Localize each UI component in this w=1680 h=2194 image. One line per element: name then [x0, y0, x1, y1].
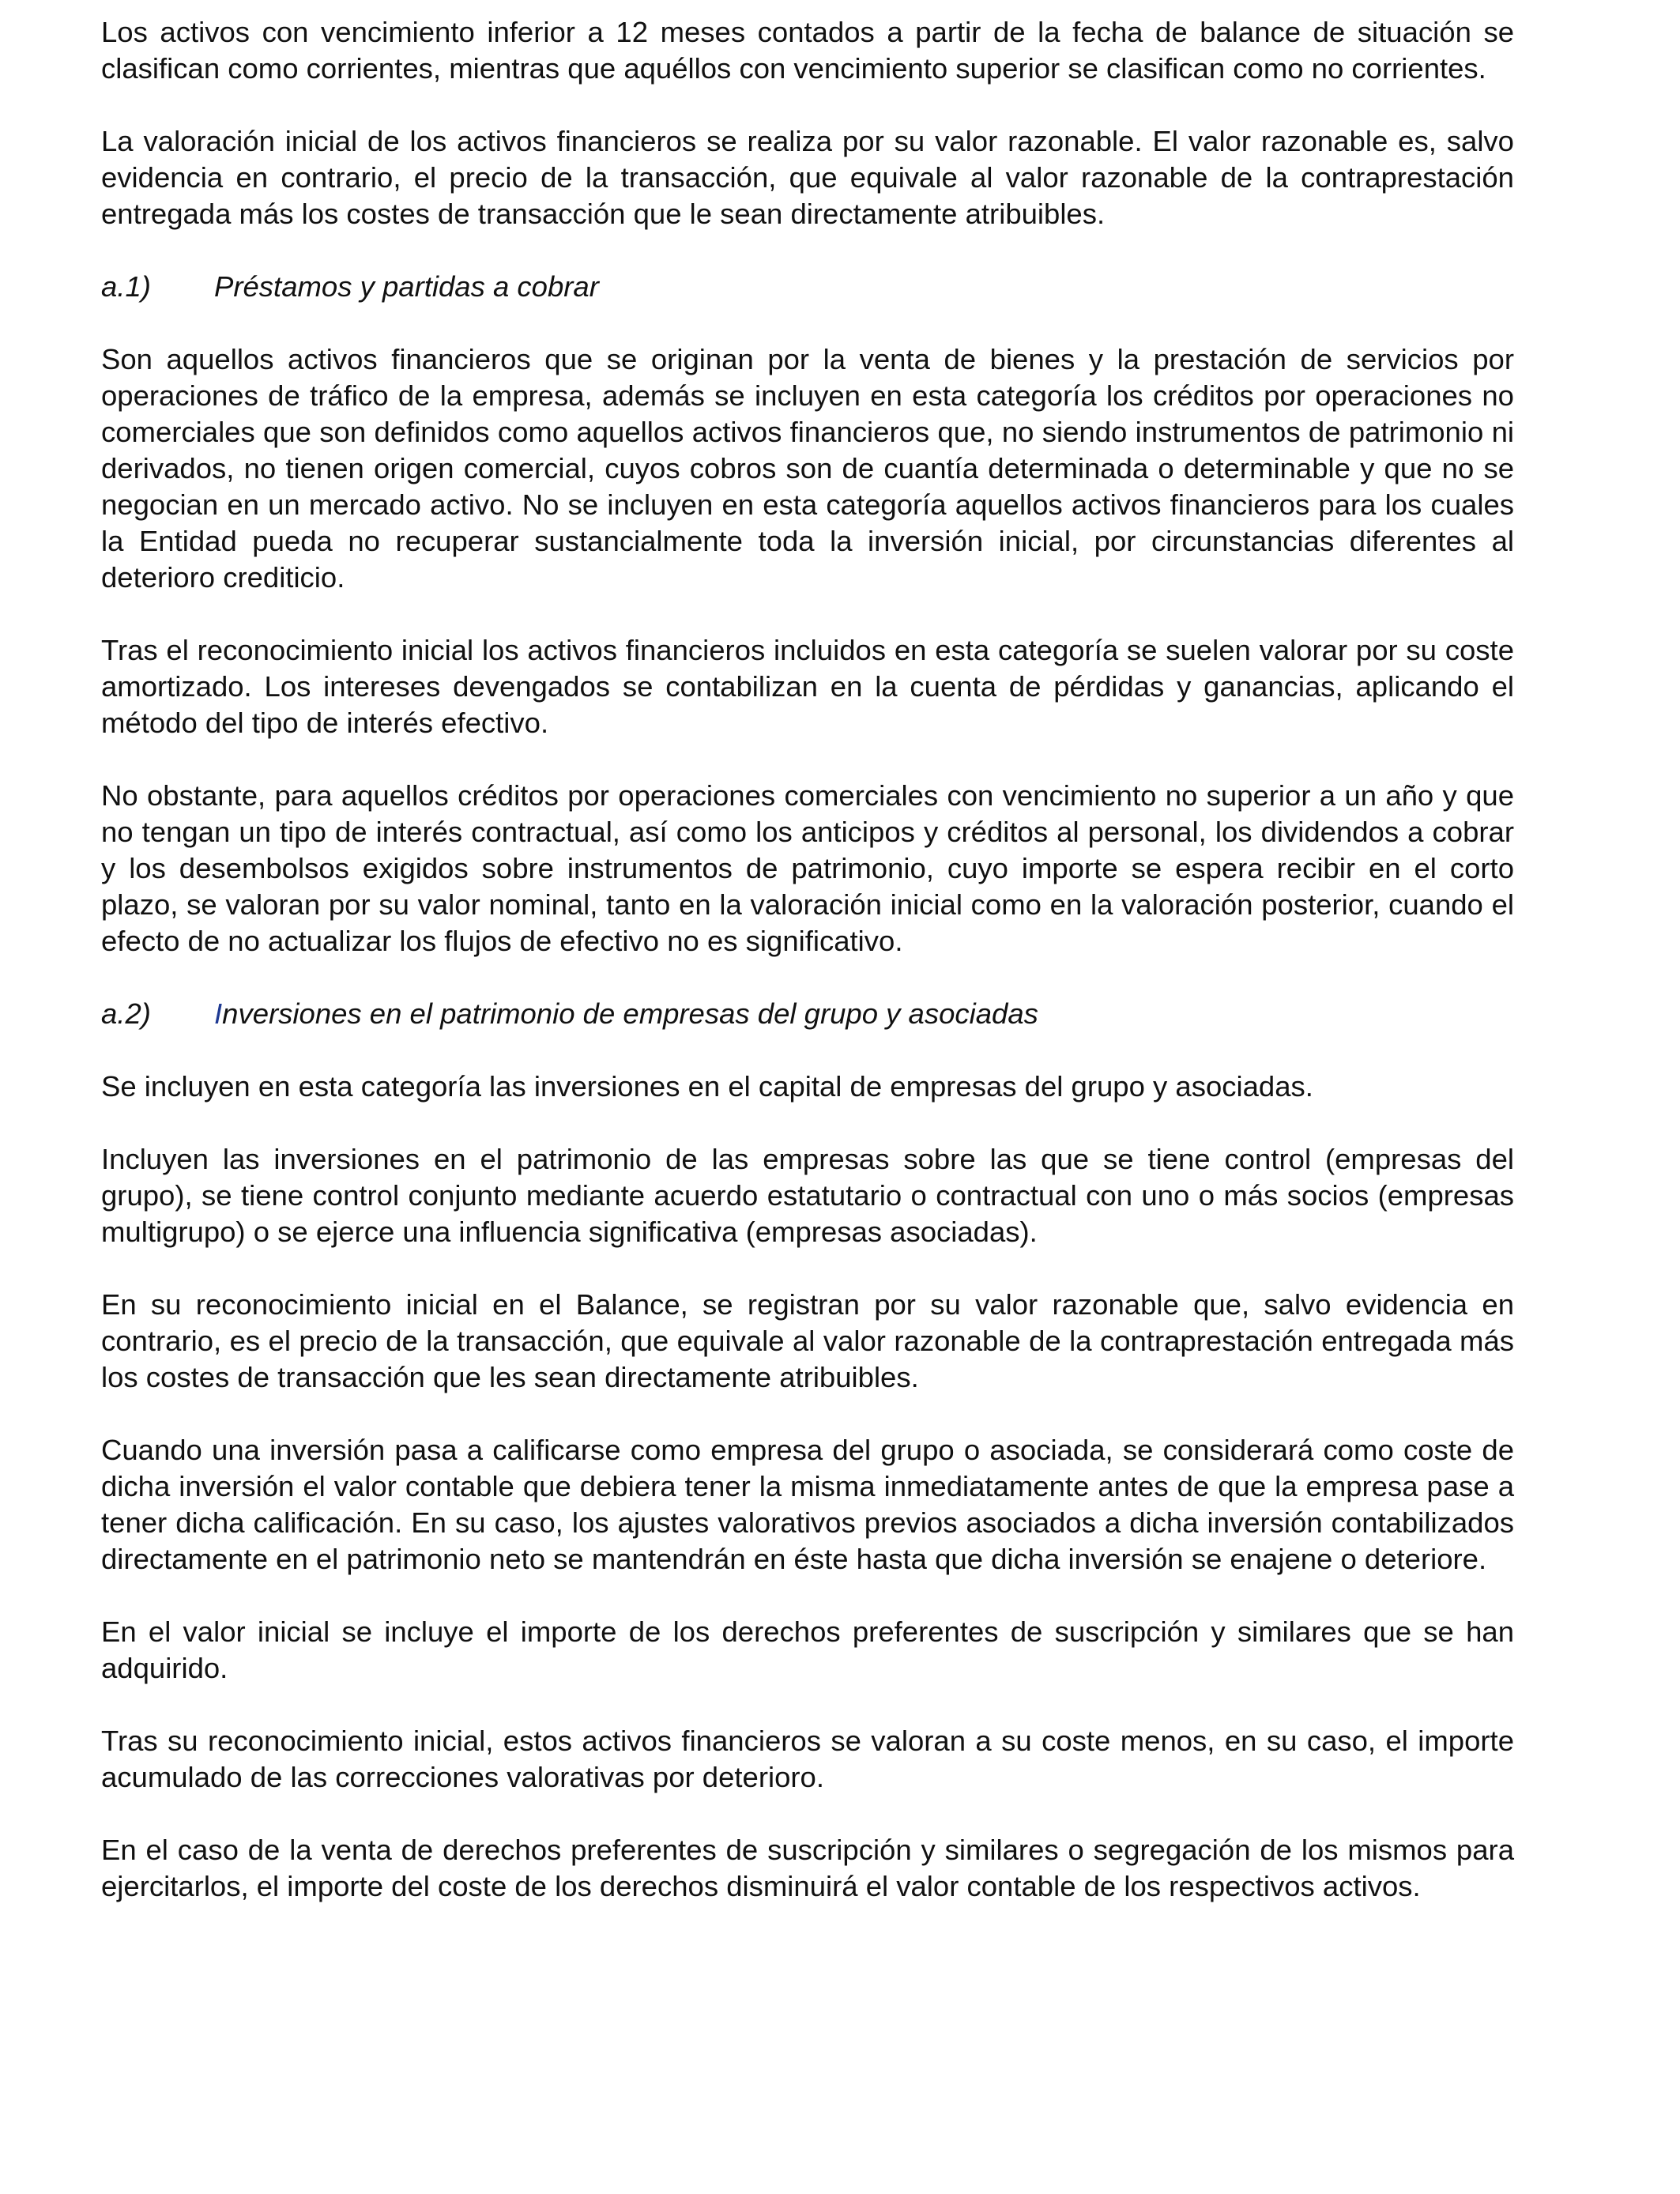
- section-heading-a2: [101, 996, 1514, 1032]
- paragraph-a2-rights-sale: En el caso de la venta de derechos preferentes de suscripción y similares o segregación de los mismos para ejercitarlos, el importe del coste de los derechos disminuirá el valor contable de los respectivos activos.: [101, 1834, 1514, 1902]
- paragraph-a2-subscription-rights: En el valor inicial se incluye el importe de los derechos preferentes de suscripción y similares que se han adquirido.: [101, 1615, 1514, 1684]
- section-title-rest: nversiones en el patrimonio de empresas del grupo y asociadas: [222, 997, 1038, 1030]
- section-heading-a1: [101, 269, 1514, 305]
- paragraph-a2-initial-recognition: En su reconocimiento inicial en el Balance, se registran por su valor razonable que, salvo evidencia en contrario, es el precio de la transacción, que equivale al valor razonable de la contraprestación entregada más los costes de transacción que les sean directamente atribuibles.: [101, 1288, 1514, 1393]
- section-number: a.1): [101, 270, 151, 303]
- paragraph-initial-valuation: La valoración inicial de los activos financieros se realiza por su valor razonable. El valor razonable es, salvo evidencia en contrario, el precio de la transacción, que equivale al valor razonable de la contraprestación entregada más los costes de transacción que le sean directamente atribuibles.: [101, 125, 1514, 230]
- paragraph-a2-subsequent-valuation: Tras su reconocimiento inicial, estos activos financieros se valoran a su coste menos, en su caso, el importe acumulado de las correcciones valorativas por deterioro.: [101, 1725, 1514, 1793]
- paragraph-a2-includes: Incluyen las inversiones en el patrimonio de las empresas sobre las que se tiene control (empresas del grupo), se tiene control conjunto mediante acuerdo estatutario o contractual con uno o más socios (empresas multigrupo) o se ejerce una influencia significativa (empresas asociadas).: [101, 1143, 1514, 1248]
- paragraph-classification: Los activos con vencimiento inferior a 12 meses contados a partir de la fecha de balance de situación se clasifican como corrientes, mientras que aquéllos con vencimiento superior se clasifican como no corrientes.: [101, 16, 1514, 85]
- section-number: a.2): [101, 997, 151, 1030]
- paragraph-a1-nominal-value: No obstante, para aquellos créditos por operaciones comerciales con vencimiento no superior a un año y que no tengan un tipo de interés contractual, así como los anticipos y créditos al personal, los dividendos a cobrar y los desembolsos exigidos sobre instrumentos de patrimonio, cuyo importe se espera recibir en el corto plazo, se valoran por su valor nominal, tanto en la valoración inicial como en la valoración posterior, cuando el efecto de no actualizar los flujos de efectivo no es significativo.: [101, 779, 1514, 957]
- section-title: Préstamos y partidas a cobrar: [214, 270, 599, 303]
- paragraph-a1-amortized-cost: Tras el reconocimiento inicial los activos financieros incluidos en esta categoría se suelen valorar por su coste amortizado. Los intereses devengados se contabilizan en la cuenta de pérdidas y ganancias, aplicando el método del tipo de interés efectivo.: [101, 634, 1514, 739]
- paragraph-a1-definition: Son aquellos activos financieros que se originan por la venta de bienes y la prestación de servicios por operaciones de tráfico de la empresa, además se incluyen en esta categoría los créditos por operaciones no comerciales que son definidos como aquellos activos financieros que, no siendo instrumentos de patrimonio ni derivados, no tienen origen comercial, cuyos cobros son de cuantía determinada o determinable y que no se negocian en un mercado activo. No se incluyen en esta categoría aquellos activos financieros para los cuales la Entidad pueda no recuperar sustancialmente toda la inversión inicial, por circunstancias diferentes al deterioro crediticio.: [101, 343, 1514, 594]
- document-page: [101, 14, 1514, 1941]
- section-title-initial: I: [214, 997, 223, 1030]
- paragraph-a2-reclassification: Cuando una inversión pasa a calificarse como empresa del grupo o asociada, se considerará como coste de dicha inversión el valor contable que debiera tener la misma inmediatamente antes de que la empresa pase a tener dicha calificación. En su caso, los ajustes valorativos previos asociados a dicha inversión contabilizados directamente en el patrimonio neto se mantendrán en éste hasta que dicha inversión se enajene o deteriore.: [101, 1434, 1514, 1575]
- paragraph-a2-scope: Se incluyen en esta categoría las inversiones en el capital de empresas del grupo y asociadas.: [101, 1070, 1313, 1103]
- section-title: [214, 996, 1038, 1032]
